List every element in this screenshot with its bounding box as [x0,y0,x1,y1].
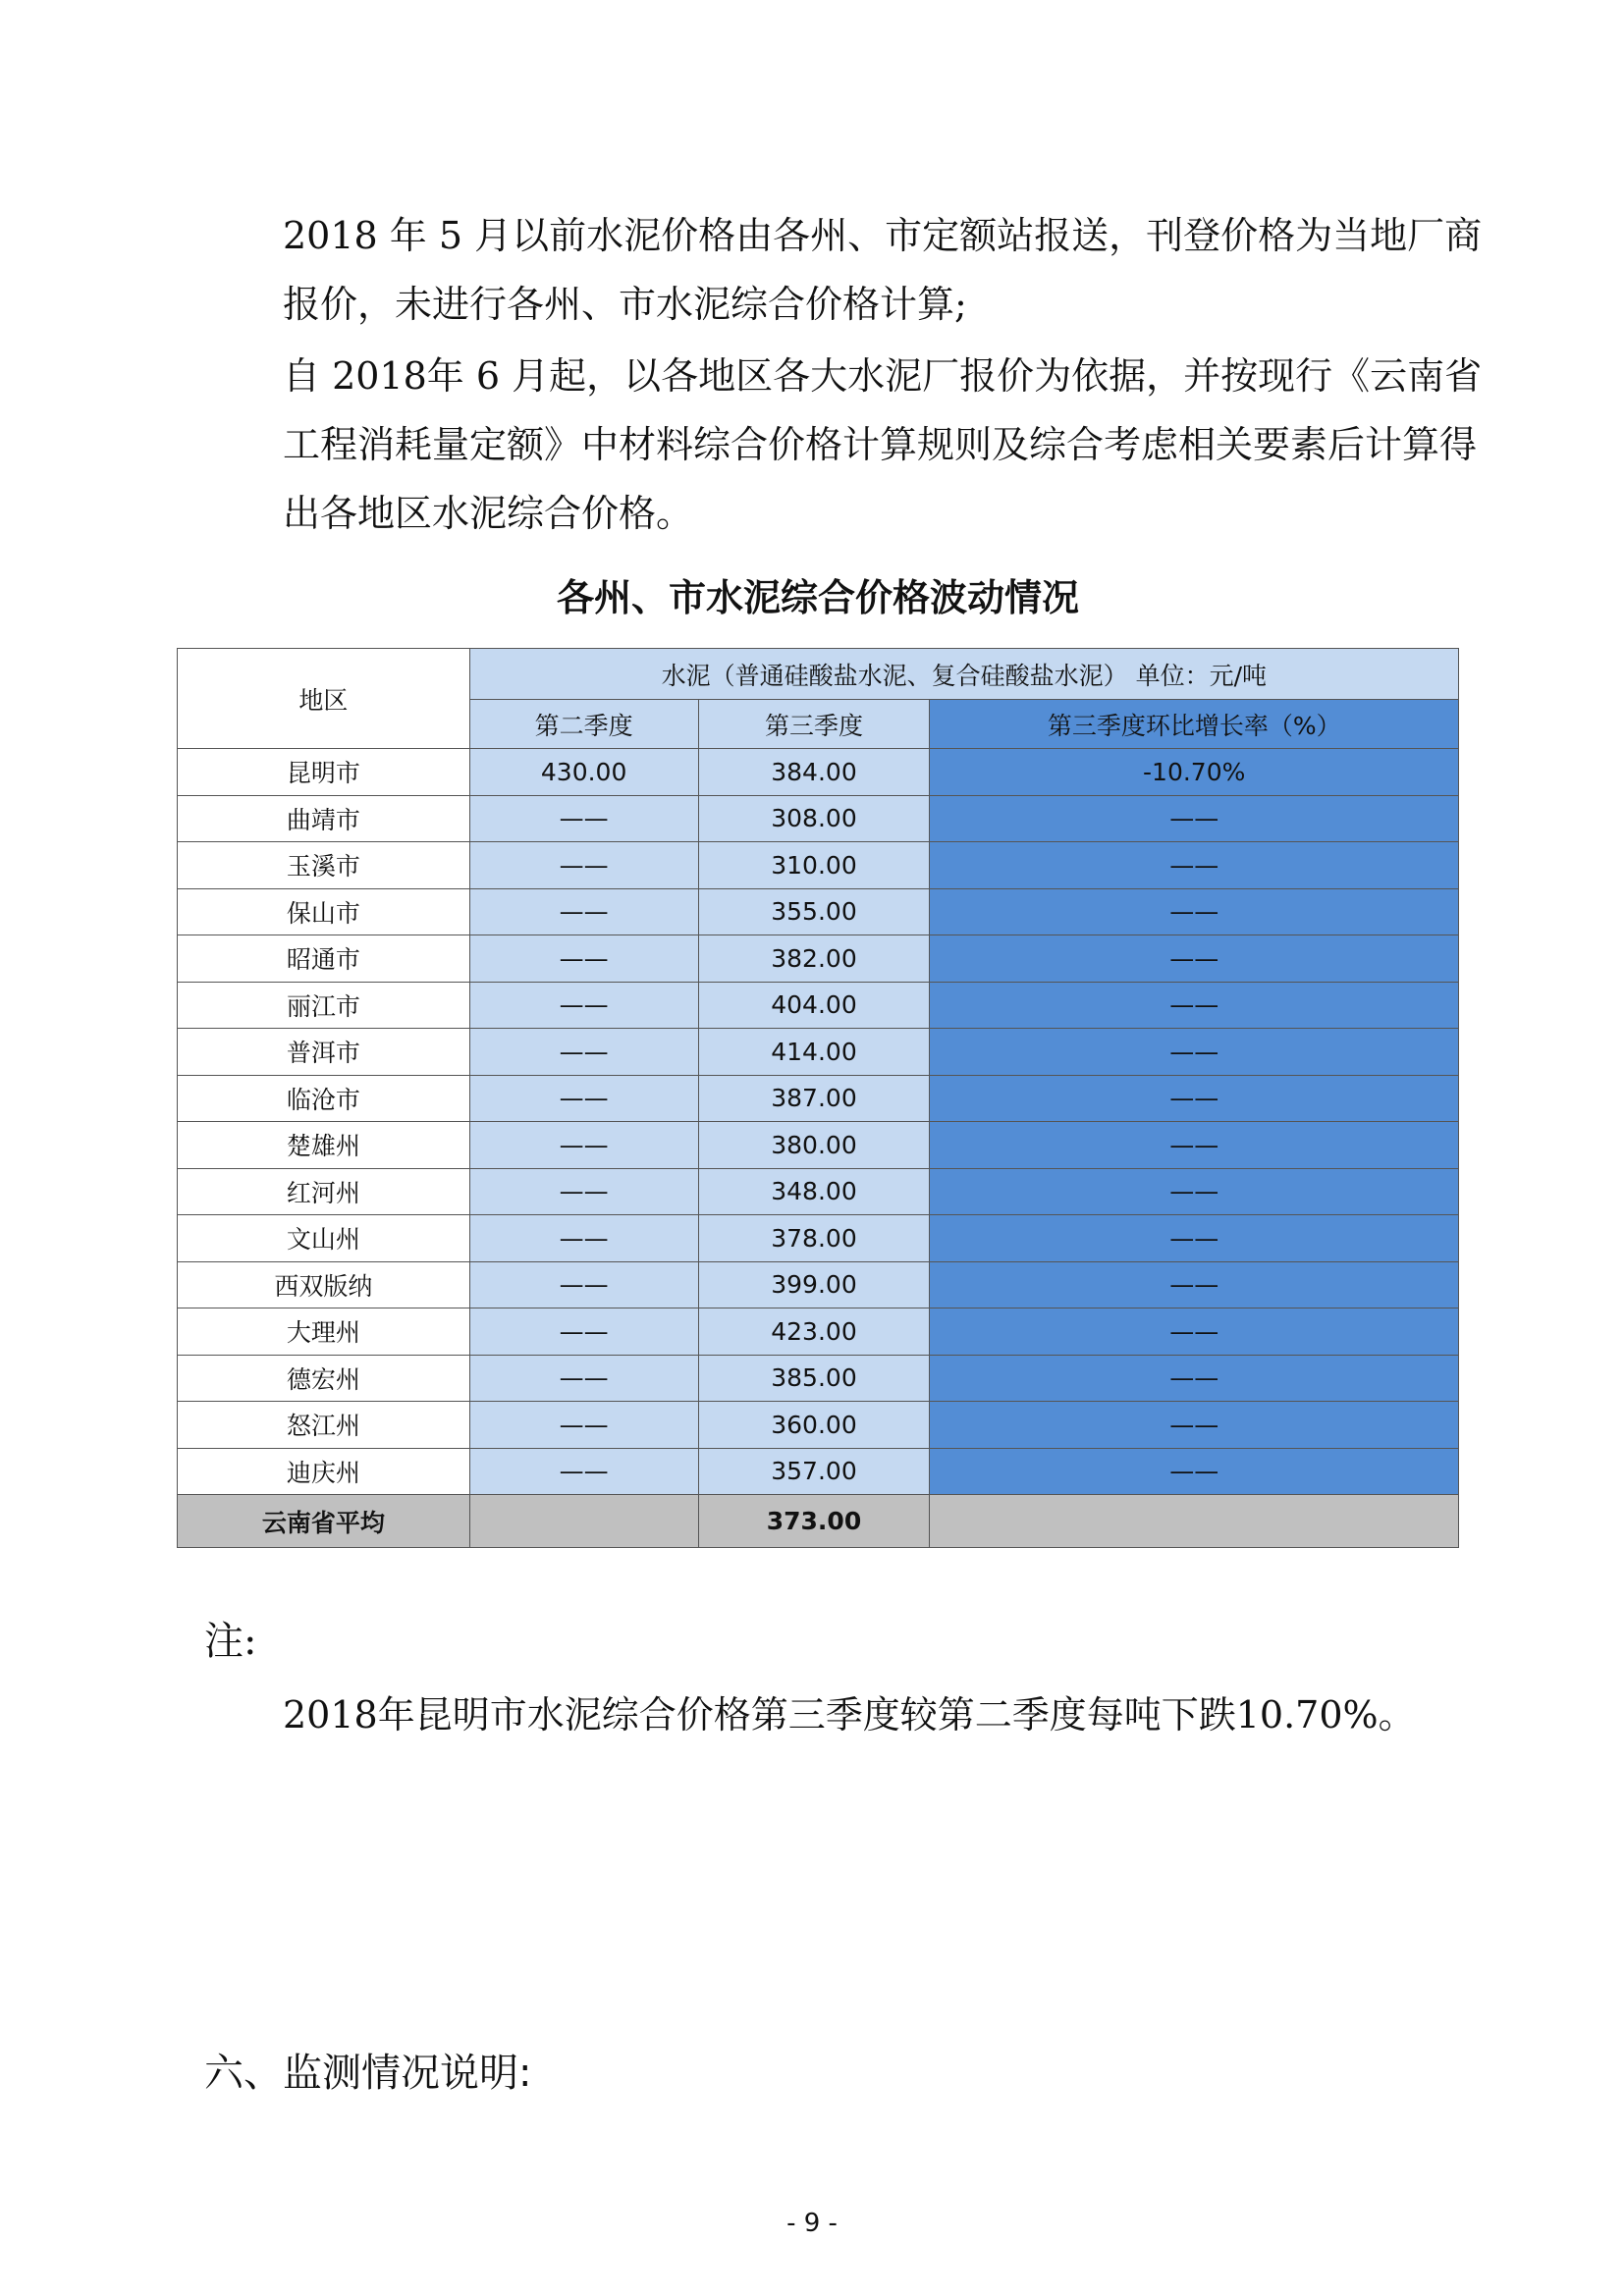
cell-q3: 357.00 [698,1448,930,1495]
cell-rate: —— [930,1402,1459,1449]
cell-q2: —— [469,935,698,983]
header-region: 地区 [178,649,470,749]
average-q3: 373.00 [698,1495,930,1548]
table-row [178,1075,1459,1122]
header-unit: 水泥（普通硅酸盐水泥、复合硅酸盐水泥） 单位：元/吨 [469,649,1458,700]
cell-q3: 404.00 [698,982,930,1029]
cell-region: 临沧市 [178,1075,470,1122]
cell-q3: 380.00 [698,1122,930,1169]
cell-q2: —— [469,1402,698,1449]
table-row [178,1355,1459,1402]
cell-q2: —— [469,888,698,935]
cell-q3: 387.00 [698,1075,930,1122]
cell-region: 普洱市 [178,1029,470,1076]
average-rate [930,1495,1459,1548]
cell-rate: —— [930,1075,1459,1122]
cell-q2: —— [469,1448,698,1495]
cell-q2: —— [469,795,698,842]
cell-rate: —— [930,1215,1459,1262]
cell-region: 德宏州 [178,1355,470,1402]
header-rate: 第三季度环比增长率（%） [930,700,1459,749]
table-row [178,842,1459,889]
cell-region: 大理州 [178,1308,470,1356]
table-row [178,888,1459,935]
cell-q2: —— [469,842,698,889]
cell-region: 迪庆州 [178,1448,470,1495]
table-row [178,795,1459,842]
cell-rate: -10.70% [930,749,1459,796]
table-row [178,1168,1459,1215]
cell-rate: —— [930,842,1459,889]
intro-paragraph-2: 自 2018年 6 月起，以各地区各大水泥厂报价为依据，并按现行《云南省工程消耗量定额》中材料综合价格计算规则及综合考虑相关要素后计算得出各地区水泥综合价格。 [283,354,1483,535]
cell-q2: —— [469,1168,698,1215]
cell-rate: —— [930,1261,1459,1308]
cell-q2: —— [469,1355,698,1402]
table-row [178,982,1459,1029]
table-row [178,1402,1459,1449]
cell-rate: —— [930,1355,1459,1402]
cell-rate: —— [930,795,1459,842]
cell-region: 昭通市 [178,935,470,983]
page-number: - 9 - [786,2209,838,2238]
table-row [178,1122,1459,1169]
cell-q3: 308.00 [698,795,930,842]
cell-q2: —— [469,1122,698,1169]
cell-region: 曲靖市 [178,795,470,842]
cell-q3: 360.00 [698,1402,930,1449]
cell-q2: —— [469,1075,698,1122]
cell-q3: 378.00 [698,1215,930,1262]
cell-q2: —— [469,982,698,1029]
note-heading: 注: [204,1619,257,1664]
cell-rate: —— [930,1122,1459,1169]
header-q3: 第三季度 [698,700,930,749]
cell-rate: —— [930,982,1459,1029]
cell-q2: —— [469,1029,698,1076]
cell-region: 文山州 [178,1215,470,1262]
cell-rate: —— [930,1448,1459,1495]
cell-rate: —— [930,1308,1459,1356]
cell-rate: —— [930,888,1459,935]
intro-paragraph-1: 2018 年 5 月以前水泥价格由各州、市定额站报送，刊登价格为当地厂商报价，未进行各州、市水泥综合价格计算; [283,214,1483,326]
cell-q2: —— [469,1308,698,1356]
cell-region: 红河州 [178,1168,470,1215]
cell-q3: 423.00 [698,1308,930,1356]
cell-rate: —— [930,935,1459,983]
table-title: 各州、市水泥综合价格波动情况 [556,576,1079,619]
note-text: 2018年昆明市水泥综合价格第三季度较第二季度每吨下跌10.70%。 [283,1693,1416,1736]
average-row [178,1495,1459,1548]
cement-price-table [177,648,1459,1548]
cell-region: 丽江市 [178,982,470,1029]
cell-rate: —— [930,1029,1459,1076]
table-row [178,1215,1459,1262]
cell-q2: —— [469,1261,698,1308]
cell-region: 怒江州 [178,1402,470,1449]
cell-q3: 348.00 [698,1168,930,1215]
cell-region: 玉溪市 [178,842,470,889]
cell-rate: —— [930,1168,1459,1215]
cell-region: 楚雄州 [178,1122,470,1169]
cell-q3: 310.00 [698,842,930,889]
cell-region: 西双版纳 [178,1261,470,1308]
table-row [178,1029,1459,1076]
table-row [178,1448,1459,1495]
cell-q2: 430.00 [469,749,698,796]
cell-q3: 399.00 [698,1261,930,1308]
average-q2 [469,1495,698,1548]
cell-q2: —— [469,1215,698,1262]
cell-region: 昆明市 [178,749,470,796]
section-heading: 六、监测情况说明: [204,2051,532,2096]
header-q2: 第二季度 [469,700,698,749]
table-row [178,1261,1459,1308]
cell-q3: 355.00 [698,888,930,935]
cell-q3: 384.00 [698,749,930,796]
table-row [178,1308,1459,1356]
table-row [178,935,1459,983]
cell-q3: 414.00 [698,1029,930,1076]
table-row [178,749,1459,796]
average-region: 云南省平均 [178,1495,470,1548]
cell-q3: 382.00 [698,935,930,983]
cell-q3: 385.00 [698,1355,930,1402]
cell-region: 保山市 [178,888,470,935]
